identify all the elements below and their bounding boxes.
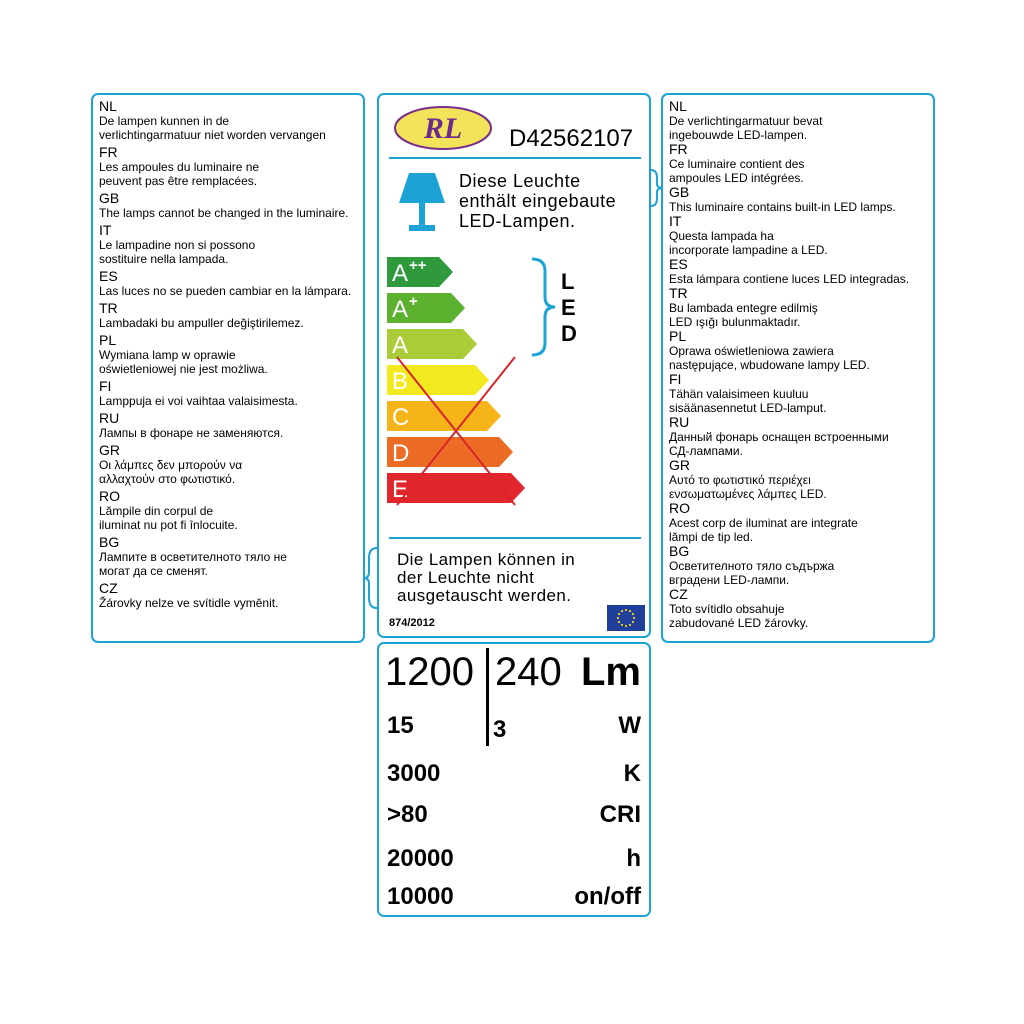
language-code: CZ <box>99 580 118 596</box>
language-text: This luminaire contains built-in LED lamps. <box>669 200 896 214</box>
watt-value-a: 15 <box>387 712 414 739</box>
language-text: Лампы в фонаре не заменяются. <box>99 426 284 440</box>
hours-value: 20000 <box>387 845 454 872</box>
language-code: GB <box>669 184 690 200</box>
language-text: Αυτό το φωτιστικό περιέχει ενσωματωμένες λάμπες LED. <box>669 473 827 501</box>
language-code: BG <box>669 543 690 559</box>
product-code: D42562107 <box>509 125 634 152</box>
language-text: De lampen kunnen in de verlichtingarmatuur niet worden vervangen <box>99 114 326 142</box>
cri-value: >80 <box>387 801 428 828</box>
language-code: GR <box>99 442 120 458</box>
divider <box>389 157 641 159</box>
watt-row <box>387 712 641 743</box>
lumen-unit: Lm <box>581 650 641 694</box>
language-text: Toto svítidlo obsahuje zabudované LED žárovky. <box>669 602 809 630</box>
headline: Diese Leuchte enthält eingebaute LED-Lampen. <box>459 171 617 231</box>
language-text: Ce luminaire contient des ampoules LED intégrées. <box>669 157 805 185</box>
cycles-row <box>387 883 641 911</box>
language-text: Lămpile din corpul de iluminat nu pot fi înlocuite. <box>99 504 238 532</box>
language-text: The lamps cannot be changed in the luminaire. <box>99 206 349 220</box>
watt-unit: W <box>618 712 641 739</box>
led-brace-icon <box>532 259 555 355</box>
led-letter: D <box>561 321 577 346</box>
language-text: Oprawa oświetleniowa zawiera następujące, wbudowane lampy LED. <box>669 344 870 372</box>
kelvin-value: 3000 <box>387 760 441 787</box>
language-text: Les ampoules du luminaire ne peuvent pas être remplacées. <box>99 160 260 188</box>
energy-class-superscript: + <box>409 293 418 310</box>
language-code: RO <box>99 488 120 504</box>
right-language-list <box>669 99 931 630</box>
language-code: ES <box>669 256 688 272</box>
language-text: Tähän valaisimeen kuuluu sisäänasennetut LED-lamput. <box>669 387 827 415</box>
language-code: IT <box>99 222 112 238</box>
hours-unit: h <box>626 845 641 872</box>
energy-class-label: C <box>392 404 410 431</box>
energy-class-superscript: ++ <box>409 257 427 274</box>
language-code: RU <box>99 410 120 426</box>
energy-class-label: E <box>392 476 409 503</box>
language-text: Le lampadine non si possono sostituire nella lampada. <box>99 238 256 266</box>
language-code: BG <box>99 534 120 550</box>
energy-class-scale <box>387 255 647 515</box>
language-text: Лампите в осветителното тяло не могат да се сменят. <box>99 550 287 578</box>
watt-value-b: 3 <box>493 716 507 743</box>
language-code: PL <box>99 332 117 348</box>
energy-class-label: A <box>392 260 409 287</box>
energy-class-label: B <box>392 368 409 395</box>
language-text: Bu lambada entegre edilmiş LED ışığı bulunmaktadır. <box>669 301 818 329</box>
language-code: FR <box>669 141 688 157</box>
language-code: TR <box>669 285 688 301</box>
energy-label-panel <box>377 93 651 638</box>
language-code: GB <box>99 190 120 206</box>
language-code: GR <box>669 457 690 473</box>
led-letter: L <box>561 269 575 294</box>
cri-row <box>387 801 641 829</box>
right-brace-icon <box>649 168 665 208</box>
language-code: FR <box>99 144 118 160</box>
language-code: PL <box>669 328 687 344</box>
lumen-value-a: 1200 <box>385 650 474 694</box>
cycles-unit: on/off <box>574 883 641 910</box>
right-language-panel <box>661 93 935 643</box>
language-text: De verlichtingarmatuur bevat ingebouwde LED-lampen. <box>669 114 823 142</box>
led-letter: E <box>561 295 576 320</box>
language-text: Lambadaki bu ampuller değiştirilemez. <box>99 316 304 330</box>
energy-class-label: D <box>392 440 410 467</box>
logo-text: RL <box>423 112 463 145</box>
language-text: Las luces no se pueden cambiar en la lámpara. <box>99 284 352 298</box>
language-text: Осветителното тяло съдържа вградени LED-лампи. <box>669 559 835 587</box>
cycles-value: 10000 <box>387 883 454 910</box>
language-text: Данный фонарь оснащен встроенными СД-лампами. <box>669 430 889 458</box>
language-code: RU <box>669 414 690 430</box>
regulation-number: 874/2012 <box>389 617 435 629</box>
language-text: Acest corp de iluminat are integrate lămpi de tip led. <box>669 516 858 544</box>
language-text: Esta lámpara contiene luces LED integradas. <box>669 272 910 286</box>
language-code: CZ <box>669 586 688 602</box>
language-code: ES <box>99 268 118 284</box>
language-code: FI <box>669 371 682 387</box>
language-text: Wymiana lamp w oprawie oświetleniowej nie jest możliwa. <box>99 348 268 376</box>
language-text: Žárovky nelze ve svítidle vyměnit. <box>99 596 279 610</box>
divider <box>389 537 641 539</box>
kelvin-unit: K <box>623 760 641 787</box>
footnote-text: Die Lampen können in der Leuchte nicht ausgetauscht werden. <box>397 550 576 605</box>
language-text: Οι λάμπες δεν μπορούν να αλλαχτούν στο φωτιστικό. <box>99 458 243 486</box>
energy-class-label: A <box>392 296 409 323</box>
language-text: Lamppuja ei voi vaihtaa valaisimesta. <box>99 394 298 408</box>
eu-flag-icon <box>607 605 645 631</box>
cri-unit: CRI <box>599 801 641 828</box>
language-code: RO <box>669 500 690 516</box>
language-code: NL <box>99 98 117 114</box>
spec-panel <box>377 642 651 917</box>
language-code: TR <box>99 300 118 316</box>
hours-row <box>387 845 641 873</box>
energy-class-label: A <box>392 332 409 359</box>
lumen-value-b: 240 <box>495 650 562 694</box>
language-code: IT <box>669 213 682 229</box>
left-language-panel <box>91 93 365 643</box>
language-text: Questa lampada ha incorporate lampadine a LED. <box>669 229 828 257</box>
brand-logo <box>393 105 493 151</box>
kelvin-row <box>387 760 641 788</box>
language-code: FI <box>99 378 112 394</box>
left-language-list <box>99 99 361 613</box>
language-code: NL <box>669 98 687 114</box>
lamp-icon <box>395 169 449 235</box>
